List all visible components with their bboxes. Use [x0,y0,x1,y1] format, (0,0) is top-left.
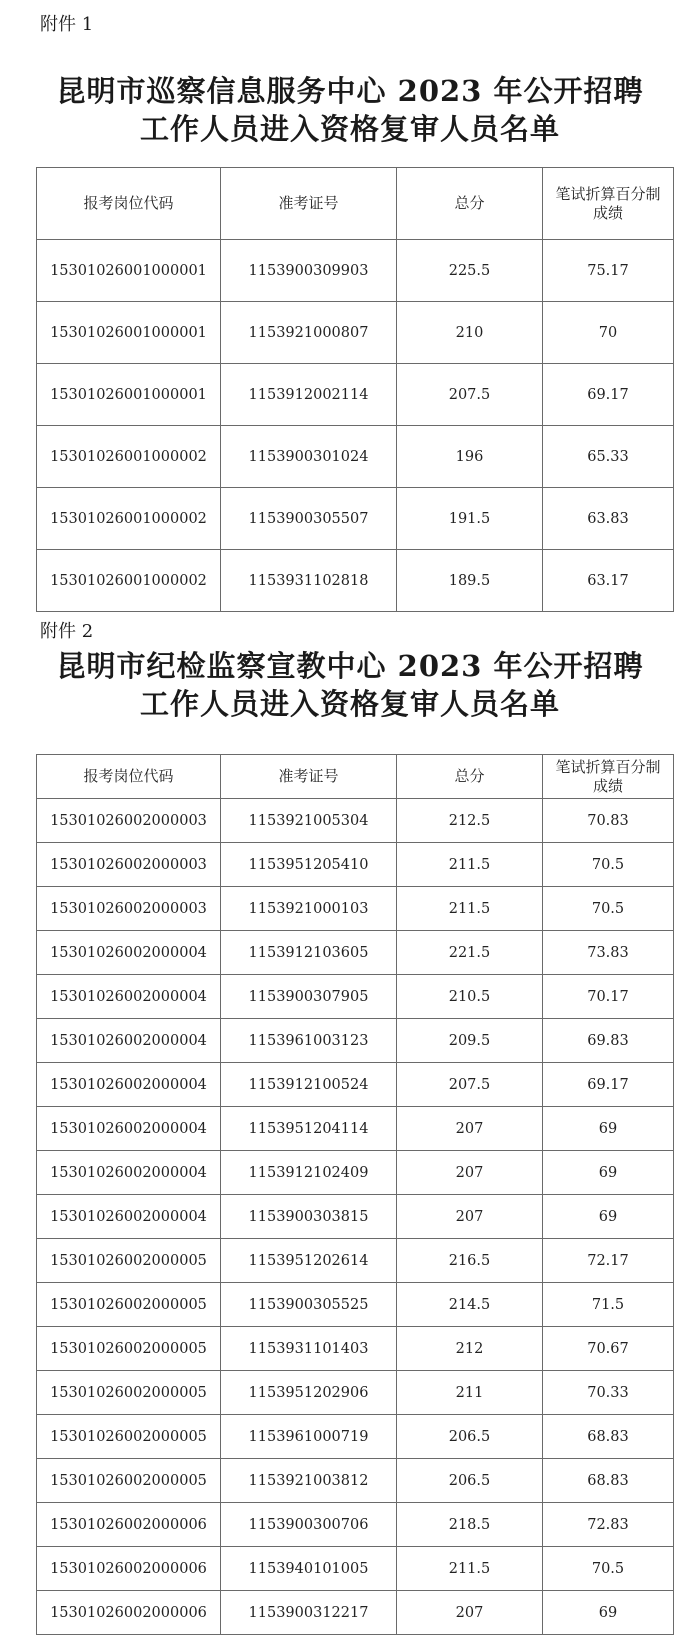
position-code-cell: 15301026001000002 [37,488,221,550]
total-score-cell: 216.5 [397,1239,543,1283]
percent-score-cell: 68.83 [543,1459,674,1503]
percent-score-cell: 69.83 [543,1019,674,1063]
position-code-cell: 15301026001000001 [37,302,221,364]
ticket-number-cell: 1153951202614 [221,1239,397,1283]
total-score-cell: 211.5 [397,887,543,931]
ticket-number-cell: 1153900309903 [221,240,397,302]
table-row [37,240,674,302]
position-code-cell: 15301026001000001 [37,240,221,302]
ticket-number-cell: 1153940101005 [221,1547,397,1591]
total-score-cell: 211.5 [397,843,543,887]
ticket-number-cell: 1153900312217 [221,1591,397,1635]
candidate-table-1 [36,167,674,612]
table-row [37,1239,674,1283]
percent-score-cell: 70.5 [543,887,674,931]
position-code-cell: 15301026002000004 [37,931,221,975]
table-row [37,1591,674,1635]
ticket-number-cell: 1153961003123 [221,1019,397,1063]
total-score-cell: 189.5 [397,550,543,612]
table-row [37,1459,674,1503]
total-score-cell: 207 [397,1591,543,1635]
position-code-cell: 15301026002000006 [37,1591,221,1635]
table-row [37,302,674,364]
total-score-cell: 221.5 [397,931,543,975]
percent-score-cell: 69 [543,1151,674,1195]
attachment-label-1: 附件 1 [40,14,94,35]
header-percent-line2: 成绩 [592,203,623,222]
position-code-cell: 15301026002000006 [37,1503,221,1547]
ticket-number-cell: 1153931101403 [221,1327,397,1371]
table-row [37,843,674,887]
header-percent-score [543,168,674,240]
percent-score-cell: 70.5 [543,843,674,887]
total-score-cell: 218.5 [397,1503,543,1547]
percent-score-cell: 70.33 [543,1371,674,1415]
position-code-cell: 15301026002000005 [37,1459,221,1503]
percent-score-cell: 69 [543,1195,674,1239]
title-line-1: 昆明市巡察信息服务中心 2023 年公开招聘 [56,74,644,108]
table-row [37,364,674,426]
candidate-table-2 [36,754,674,1635]
position-code-cell: 15301026002000005 [37,1415,221,1459]
total-score-cell: 210.5 [397,975,543,1019]
total-score-cell: 225.5 [397,240,543,302]
table-row [37,1371,674,1415]
table-row [37,1019,674,1063]
position-code-cell: 15301026001000002 [37,426,221,488]
header-percent-line2: 成绩 [592,776,623,795]
title-line-2: 工作人员进入资格复审人员名单 [139,687,560,721]
total-score-cell: 210 [397,302,543,364]
total-score-cell: 211 [397,1371,543,1415]
total-score-cell: 212.5 [397,799,543,843]
header-percent-line1: 笔试折算百分制 [555,757,661,776]
percent-score-cell: 70.83 [543,799,674,843]
table-header-row [37,168,674,240]
total-score-cell: 206.5 [397,1459,543,1503]
position-code-cell: 15301026002000005 [37,1327,221,1371]
position-code-cell: 15301026002000004 [37,1107,221,1151]
position-code-cell: 15301026001000002 [37,550,221,612]
total-score-cell: 211.5 [397,1547,543,1591]
table-row [37,1151,674,1195]
header-total-score: 总分 [397,168,543,240]
ticket-number-cell: 1153900305507 [221,488,397,550]
position-code-cell: 15301026002000005 [37,1283,221,1327]
ticket-number-cell: 1153912002114 [221,364,397,426]
percent-score-cell: 73.83 [543,931,674,975]
percent-score-cell: 71.5 [543,1283,674,1327]
ticket-number-cell: 1153931102818 [221,550,397,612]
ticket-number-cell: 1153900305525 [221,1283,397,1327]
table-row [37,1283,674,1327]
percent-score-cell: 63.17 [543,550,674,612]
position-code-cell: 15301026002000004 [37,975,221,1019]
table-row [37,426,674,488]
table-row [37,1195,674,1239]
total-score-cell: 206.5 [397,1415,543,1459]
percent-score-cell: 68.83 [543,1415,674,1459]
ticket-number-cell: 1153951204114 [221,1107,397,1151]
table-row [37,1547,674,1591]
table-row [37,1327,674,1371]
page-title-1 [0,72,700,148]
percent-score-cell: 69.17 [543,1063,674,1107]
ticket-number-cell: 1153912102409 [221,1151,397,1195]
ticket-number-cell: 1153900307905 [221,975,397,1019]
ticket-number-cell: 1153900300706 [221,1503,397,1547]
total-score-cell: 207.5 [397,364,543,426]
percent-score-cell: 69 [543,1591,674,1635]
percent-score-cell: 70.17 [543,975,674,1019]
total-score-cell: 207 [397,1195,543,1239]
percent-score-cell: 70.67 [543,1327,674,1371]
position-code-cell: 15301026002000003 [37,887,221,931]
page-title-2 [0,647,700,723]
position-code-cell: 15301026002000004 [37,1063,221,1107]
title-line-1: 昆明市纪检监察宣教中心 2023 年公开招聘 [56,649,644,683]
percent-score-cell: 69.17 [543,364,674,426]
position-code-cell: 15301026002000006 [37,1547,221,1591]
percent-score-cell: 69 [543,1107,674,1151]
table-row [37,1063,674,1107]
ticket-number-cell: 1153900303815 [221,1195,397,1239]
table-header-row [37,755,674,799]
table-row [37,1503,674,1547]
header-ticket-number: 准考证号 [221,168,397,240]
percent-score-cell: 70 [543,302,674,364]
percent-score-cell: 70.5 [543,1547,674,1591]
total-score-cell: 207 [397,1151,543,1195]
table-row [37,799,674,843]
position-code-cell: 15301026002000004 [37,1019,221,1063]
total-score-cell: 209.5 [397,1019,543,1063]
total-score-cell: 196 [397,426,543,488]
ticket-number-cell: 1153921000807 [221,302,397,364]
table-row [37,488,674,550]
table-body-2 [37,799,674,1635]
ticket-number-cell: 1153961000719 [221,1415,397,1459]
total-score-cell: 207.5 [397,1063,543,1107]
header-ticket-number: 准考证号 [221,755,397,799]
table-row [37,931,674,975]
position-code-cell: 15301026002000004 [37,1195,221,1239]
ticket-number-cell: 1153951205410 [221,843,397,887]
percent-score-cell: 63.83 [543,488,674,550]
header-percent-line1: 笔试折算百分制 [555,184,661,203]
table-row [37,1107,674,1151]
ticket-number-cell: 1153912103605 [221,931,397,975]
header-position-code: 报考岗位代码 [37,168,221,240]
ticket-number-cell: 1153951202906 [221,1371,397,1415]
position-code-cell: 15301026001000001 [37,364,221,426]
table-row [37,550,674,612]
position-code-cell: 15301026002000003 [37,843,221,887]
position-code-cell: 15301026002000003 [37,799,221,843]
percent-score-cell: 65.33 [543,426,674,488]
percent-score-cell: 72.83 [543,1503,674,1547]
total-score-cell: 191.5 [397,488,543,550]
total-score-cell: 214.5 [397,1283,543,1327]
table-body-1 [37,240,674,612]
position-code-cell: 15301026002000005 [37,1239,221,1283]
ticket-number-cell: 1153921005304 [221,799,397,843]
ticket-number-cell: 1153912100524 [221,1063,397,1107]
ticket-number-cell: 1153900301024 [221,426,397,488]
ticket-number-cell: 1153921000103 [221,887,397,931]
header-position-code: 报考岗位代码 [37,755,221,799]
title-line-2: 工作人员进入资格复审人员名单 [139,112,560,146]
position-code-cell: 15301026002000005 [37,1371,221,1415]
table-row [37,975,674,1019]
ticket-number-cell: 1153921003812 [221,1459,397,1503]
table-row [37,1415,674,1459]
total-score-cell: 207 [397,1107,543,1151]
position-code-cell: 15301026002000004 [37,1151,221,1195]
percent-score-cell: 75.17 [543,240,674,302]
total-score-cell: 212 [397,1327,543,1371]
header-total-score: 总分 [397,755,543,799]
table-row [37,887,674,931]
attachment-label-2: 附件 2 [40,621,94,642]
header-percent-score [543,755,674,799]
percent-score-cell: 72.17 [543,1239,674,1283]
